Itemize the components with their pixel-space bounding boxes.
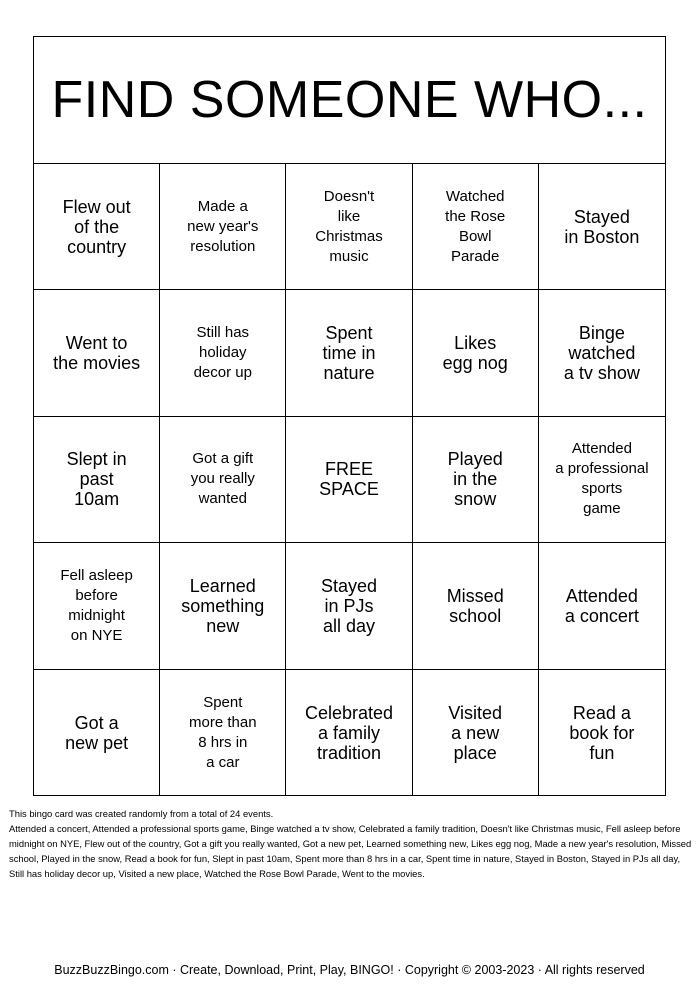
bingo-cell: Read a book for fun [569,702,635,763]
bingo-cell: Slept in past 10am [34,417,160,543]
bingo-cell: FREE SPACE [286,417,412,543]
bingo-cell: Stayed in Boston [539,164,665,290]
bingo-cell: Learned something new [160,543,286,669]
bingo-cell: Missed school [413,543,539,669]
card-title: FIND SOMEONE WHO... [34,37,665,164]
bingo-cell: Spent time in nature [286,290,412,416]
bingo-cell: Got a new pet [34,670,160,796]
bingo-cell: Played in the snow [413,417,539,543]
bingo-cell: Watched the Rose Bowl Parade [413,164,539,290]
bingo-cell: Went to the movies [34,290,160,416]
bingo-cell: Celebrated a family tradition [286,670,412,796]
bingo-cell: Fell asleep before midnight on NYE [34,543,160,669]
footer-copyright: BuzzBuzzBingo.com · Create, Download, Print, Play, BINGO! · Copyright © 2003-2023 · All rights reserved [54,963,645,977]
bingo-cell: Doesn't like Christmas music [286,164,412,290]
bingo-cell: Spent more than 8 hrs in a car [160,670,286,796]
bingo-cell: Still has holiday decor up [160,290,286,416]
bingo-cell: Made a new year's resolution [160,164,286,290]
bingo-cell: Binge watched a tv show [539,290,665,416]
bingo-cell: Got a gift you really wanted [160,417,286,543]
card-info [9,806,694,881]
bingo-cell: Attended a professional sports game [539,417,665,543]
bingo-cell: Stayed in PJs all day [286,543,412,669]
bingo-card [33,36,666,796]
info-event-list: Attended a concert, Attended a professional sports game, Binge watched a tv show, Celebrated a family tradition, Doesn't like Christmas music, Fell asleep before midnight on NYE, Flew out of the country, Got a gift you really wanted, Got a new pet, Learned something new, Likes egg nog, Made a new year's resolution, Missed school, Played in the snow, Read a book for fun, Slept in past 10am, Spent more than 8 hrs in a car, Spent time in nature, Stayed in Boston, Stayed in PJs all day, Still has holiday decor up, Visited a new place, Watched the Rose Bowl Parade, Went to the movies. [9,823,692,879]
bingo-grid [34,164,665,796]
bingo-cell: Likes egg nog [413,290,539,416]
bingo-cell: Attended a concert [539,543,665,669]
info-summary: This bingo card was created randomly from a total of 24 events. [9,808,274,819]
bingo-cell: Flew out of the country [34,164,160,290]
bingo-cell: Visited a new place [413,670,539,796]
